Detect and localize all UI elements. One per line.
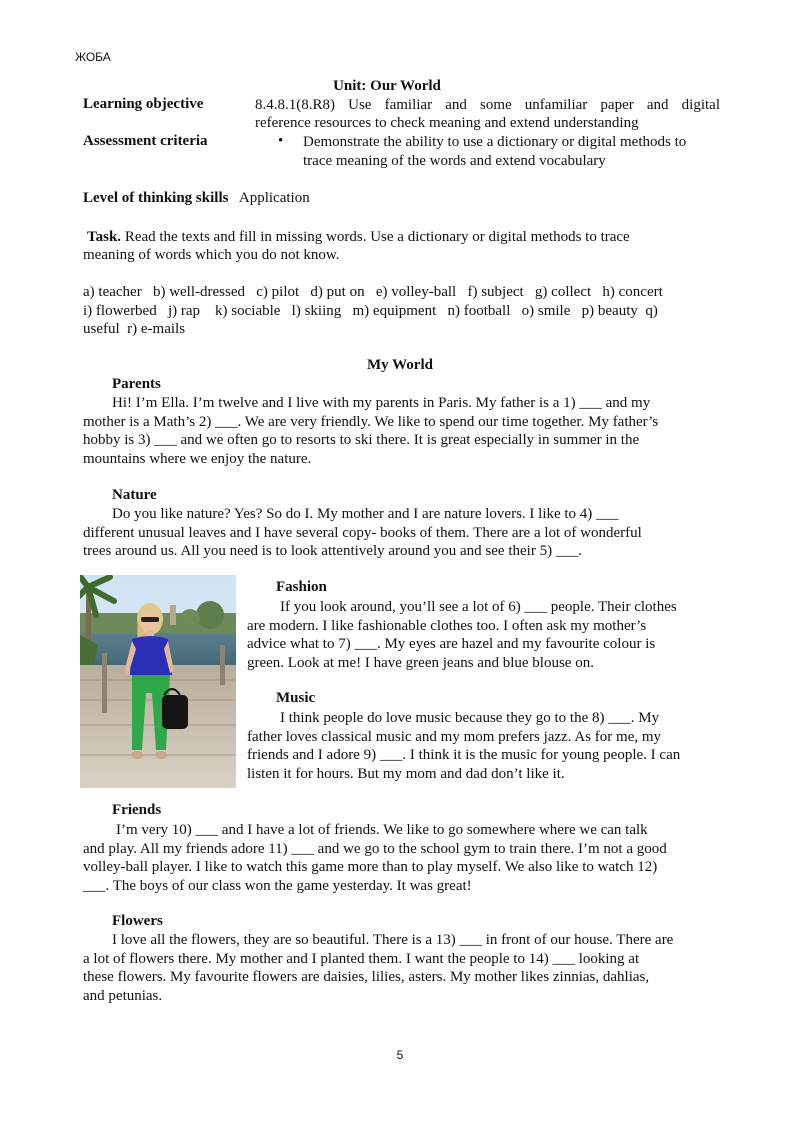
nature-line: different unusual leaves and I have several copy- books of them. There are a lot of wonderful [83,524,642,541]
friends-line: and play. All my friends adore 11) ___ and we go to the school gym to train there. I’m not a good [83,840,667,857]
fashion-photo-image [80,575,236,788]
header-tag: ЖОБА [75,50,111,64]
word-list-line3: useful r) e-mails [83,321,186,338]
music-line: listen it for hours. But my mom and dad don’t like it. [247,766,565,783]
friends-line: ___. The boys of our class won the game yesterday. It was great! [83,878,472,895]
flowers-paragraph [83,931,720,1006]
task-line1: Read the texts and fill in missing words. Use a dictionary or digital methods to trace [121,229,630,245]
parents-heading: Parents [112,376,161,392]
nature-paragraph [83,505,720,561]
flowers-line: I love all the flowers, they are so beautiful. There is a 13) ___ in front of our house. There are [112,932,674,948]
word-list-line2: i) flowerbed j) rap k) sociable l) skiing m) equipment n) football o) smile p) beauty q) [83,302,658,319]
flowers-heading: Flowers [112,913,163,929]
nature-line: trees around us. All you need is to look attentively around you and see their 5) ___. [83,543,583,560]
parents-paragraph [83,394,720,469]
flowers-line: and petunias. [83,988,163,1005]
music-line: father loves classical music and my mom prefers jazz. As for me, my [247,728,662,745]
thinking-skills-value: Application [238,190,310,206]
fashion-line: advice what to 7) ___. My eyes are hazel and my favourite colour is [247,636,656,653]
learning-objective-value [255,96,720,132]
thinking-skills [83,190,310,207]
task-instructions [83,228,727,264]
task-line2: meaning of words which you do not know. [83,247,340,263]
page-number: 5 [396,1048,404,1062]
word-list [83,283,720,339]
parents-line: mountains where we enjoy the nature. [83,451,312,468]
learning-objective-line1: 8.4.8.1(8.R8) Use familiar and some unfamiliar paper and digital [255,97,720,113]
friends-line: I’m very 10) ___ and I have a lot of friends. We like to go somewhere where we can talk [116,822,648,838]
music-line: I think people do love music because they go to the 8) ___. My [280,710,660,726]
fashion-photo [80,575,236,788]
learning-objective-line2: reference resources to check meaning and extend understanding [255,115,639,131]
friends-line: volley-ball player. I like to watch this game more than to play myself. We also like to watch 12) [83,859,658,876]
parents-line: hobby is 3) ___ and we often go to resorts to ski there. It is great especially in summer in the [83,432,640,449]
nature-heading: Nature [112,487,157,503]
thinking-skills-label: Level of thinking skills [83,190,229,206]
assessment-criteria-line2: trace meaning of the words and extend vocabulary [303,153,606,169]
music-line: friends and I adore 9) ___. I think it is the music for young people. I can [247,747,681,764]
fashion-line: are modern. I like fashionable clothes too. I often ask my mother’s [247,617,647,634]
assessment-criteria-value [303,133,721,171]
fashion-line: green. Look at me! I have green jeans and blue blouse on. [247,655,594,672]
fashion-paragraph [247,598,705,673]
assessment-criteria-line1: Demonstrate the ability to use a dictionary or digital methods to [303,134,687,150]
text-title-text: My World [367,357,433,373]
music-paragraph [247,709,715,784]
task-label: Task. [87,229,122,245]
music-heading: Music [276,690,316,706]
parents-line: Hi! I’m Ella. I’m twelve and I live with my parents in Paris. My father is a 1) ___ and my [112,395,651,411]
learning-objective-label: Learning objective [83,96,204,112]
unit-title [0,78,800,95]
parents-line: mother is a Math’s 2) ___. We are very friendly. We like to spend our time together. My father’s [83,413,659,430]
assessment-criteria-label: Assessment criteria [83,133,208,149]
flowers-line: these flowers. My favourite flowers are daisies, lilies, asters. My mother likes zinnias, dahlias, [83,969,650,986]
word-list-line1: a) teacher b) well-dressed c) pilot d) put on e) volley-ball f) subject g) collect h) concert [83,284,663,300]
nature-line: Do you like nature? Yes? So do I. My mother and I are nature lovers. I like to 4) ___ [112,506,619,522]
text-title [0,357,800,374]
bullet-icon: • [278,133,284,149]
fashion-line: If you look around, you’ll see a lot of 6) ___ people. Their clothes [280,599,677,615]
unit-title-text: Unit: Our World [333,78,441,94]
fashion-heading: Fashion [276,579,327,595]
friends-heading: Friends [112,802,162,818]
flowers-line: a lot of flowers there. My mother and I planted them. I want the people to 14) ___ looking at [83,950,640,967]
friends-paragraph [83,821,720,896]
